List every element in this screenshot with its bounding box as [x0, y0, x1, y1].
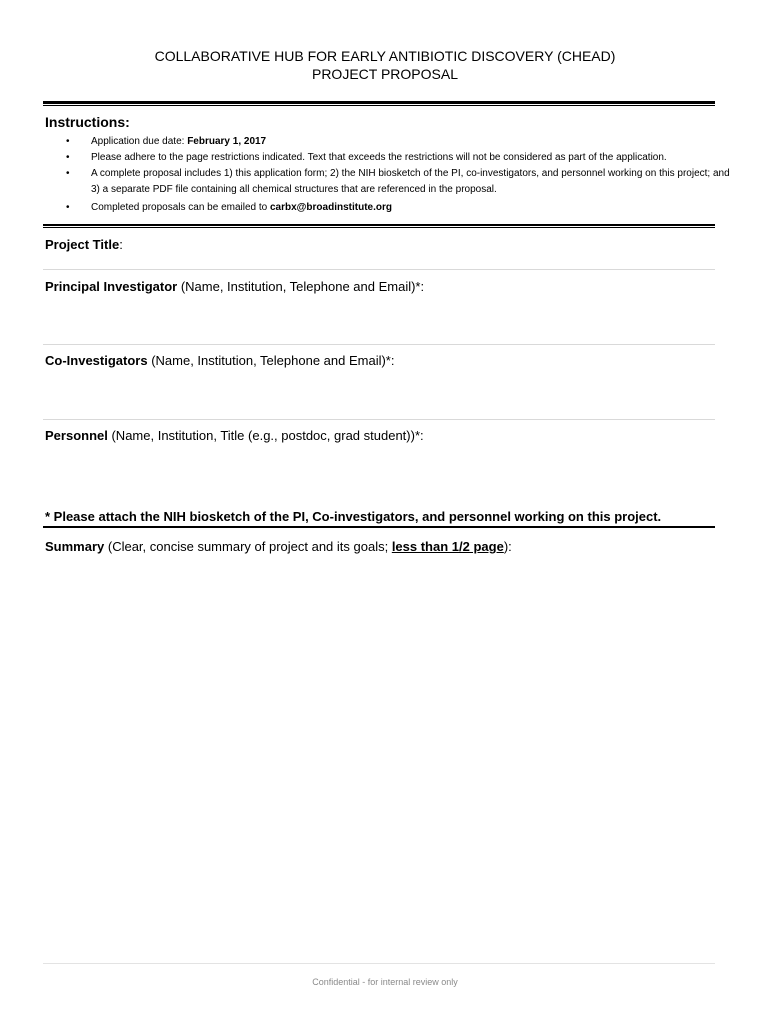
- personnel-field[interactable]: Personnel (Name, Institution, Title (e.g., postdoc, grad student))*:: [45, 428, 424, 443]
- document-title: COLLABORATIVE HUB FOR EARLY ANTIBIOTIC DISCOVERY (CHEAD): [154, 48, 616, 64]
- instruction-item: • Application due date: February 1, 2017: [60, 134, 740, 150]
- due-date: February 1, 2017: [187, 136, 267, 147]
- instructions-rule-thin: [43, 227, 715, 228]
- bullet-icon: •: [66, 168, 70, 179]
- instructions-list: [60, 134, 740, 216]
- instruction-item: • Please adhere to the page restrictions indicated. Text that exceeds the restrictions will not be considered as part of the application.: [60, 150, 740, 166]
- field-divider: [43, 344, 715, 345]
- document-subtitle: PROJECT PROPOSAL: [311, 66, 458, 82]
- bullet-icon: •: [66, 136, 70, 147]
- instructions-heading: Instructions:: [45, 114, 130, 130]
- summary-length-limit: less than 1/2 page: [391, 539, 504, 554]
- co-investigators-label: Co-Investigators: [45, 353, 148, 368]
- field-divider: [43, 269, 715, 270]
- instructions-rule: [43, 224, 715, 226]
- instruction-item: • A complete proposal includes 1) this application form; 2) the NIH biosketch of the PI, co-investigators, and personnel working on this project; and 3) a separate PDF file containing all chemical structures that are referenced in the proposal.: [66, 168, 730, 195]
- project-title-field[interactable]: Project Title:: [45, 237, 123, 252]
- principal-investigator-field[interactable]: Principal Investigator (Name, Institution, Telephone and Email)*:: [45, 279, 425, 294]
- note-rule: [43, 526, 715, 528]
- header-rule: [43, 101, 715, 104]
- header-rule-thin: [43, 105, 715, 106]
- field-divider: [43, 419, 715, 420]
- footer-text: Confidential - for internal review only: [312, 977, 458, 987]
- bullet-icon: •: [66, 202, 70, 213]
- summary-label: Summary: [45, 539, 105, 554]
- project-title-label: Project Title: [45, 237, 120, 252]
- summary-field[interactable]: Summary (Clear, concise summary of project and its goals; less than 1/2 page):: [45, 539, 512, 554]
- footer-rule: [43, 963, 715, 964]
- instruction-item: • Completed proposals can be emailed to carbx@broadinstitute.org: [60, 200, 740, 216]
- co-investigators-field[interactable]: Co-Investigators (Name, Institution, Telephone and Email)*:: [45, 353, 395, 368]
- biosketch-note: * Please attach the NIH biosketch of the PI, Co-investigators, and personnel working on this project.: [45, 509, 662, 524]
- principal-investigator-label: Principal Investigator: [45, 279, 178, 294]
- bullet-icon: •: [66, 152, 70, 163]
- personnel-label: Personnel: [45, 428, 108, 443]
- contact-email-link[interactable]: carbx@broadinstitute.org: [270, 202, 392, 213]
